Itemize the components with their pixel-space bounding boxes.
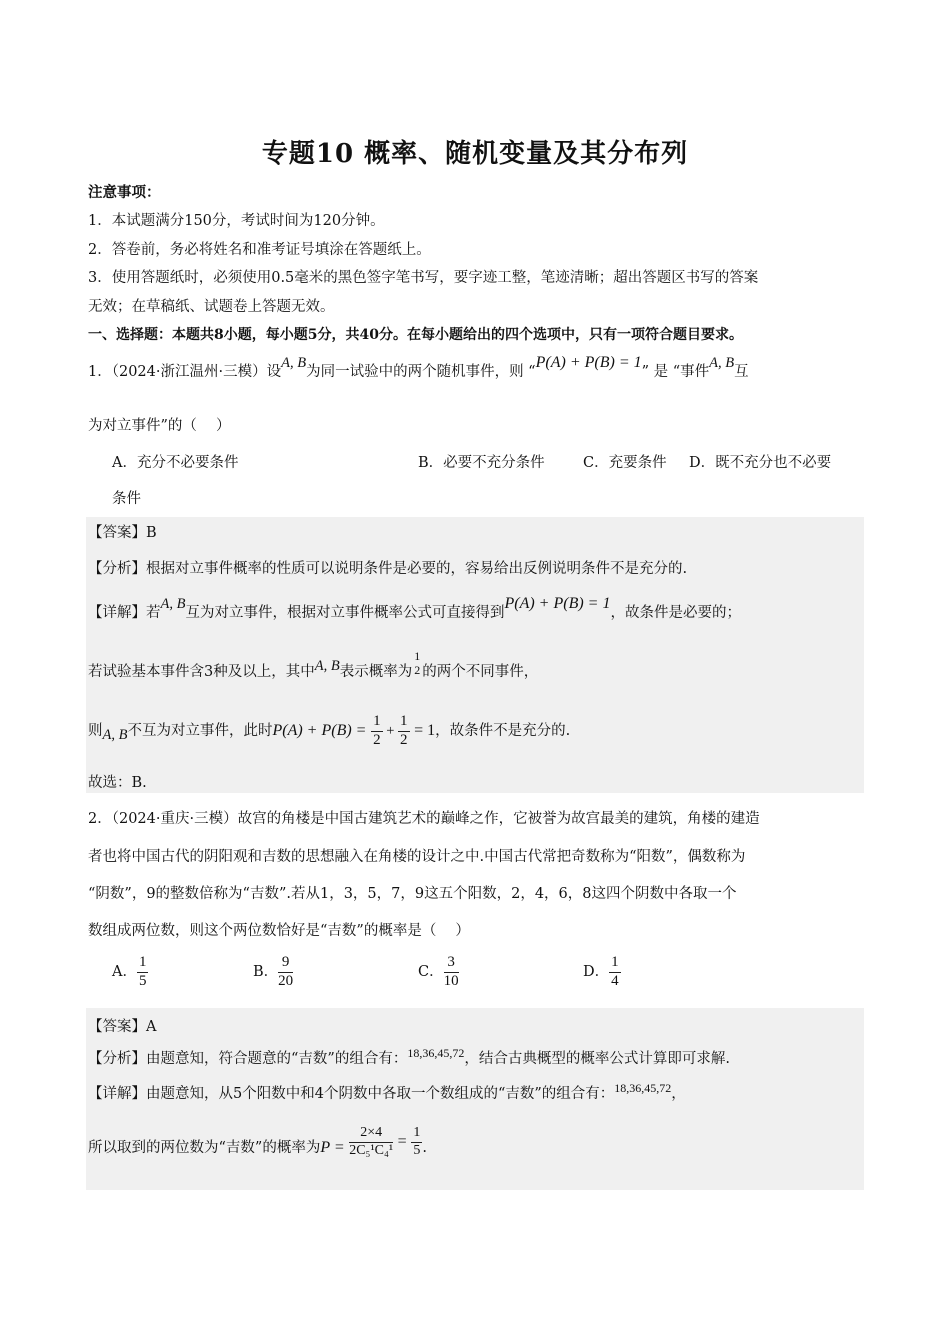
q2-line: 者也将中国古代的阴阳观和吉数的思想融入在角楼的设计之中.中国古代常把奇数称为“阳数”，偶数称为	[88, 849, 746, 865]
q2-line: 数组成两位数，则这个两位数恰好是“吉数”的概率是（ ）	[88, 923, 470, 939]
q2-analysis: 【分析】由题意知，符合题意的“吉数”的组合有：$^{18,36,45,72}$，结合古典概型的概率公式计算即可求解.	[88, 1046, 730, 1067]
q1-line2: 为对立事件”的（ ）	[88, 418, 231, 434]
q1-line1: 1．（2024·浙江温州·三模）设A, B为同一试验中的两个随机事件，则 “P(A) + P(B) = 1” 是 “事件A, B互	[88, 354, 749, 380]
q1-analysis: 【分析】根据对立事件概率的性质可以说明条件是必要的，容易给出反例说明条件不是充分的.	[88, 561, 688, 577]
q2-line: “阴数”，9的整数倍称为“吉数”.若从1，3，5，7，9这五个阳数，2，4，6，8这四个阴数中各取一个	[88, 886, 737, 902]
q1-option-a: A．充分不必要条件	[112, 455, 239, 471]
q2-detail: 【详解】由题意知，从5个阳数中和4个阴数中各取一个数组成的“吉数”的组合有：$^{18,36,45,72}$，	[88, 1081, 686, 1102]
q2-answer: 【答案】A	[88, 1019, 157, 1035]
q1-answer: 【答案】B	[88, 525, 157, 541]
note-item: 无效；在草稿纸、试题卷上答题无效。	[88, 299, 335, 315]
note-item: 2．答卷前，务必将姓名和准考证号填涂在答题纸上。	[88, 242, 431, 258]
q1-option-b: B．必要不充分条件	[418, 455, 545, 471]
q1-detail: 【详解】若A, B互为对立事件，根据对立事件概率公式可直接得到P(A) + P(B) = 1，故条件是必要的；	[88, 595, 741, 621]
notes-heading: 注意事项：	[88, 184, 161, 201]
q1-option-c: C．充要条件	[583, 455, 667, 471]
page-title: 专题10 概率、随机变量及其分布列	[261, 139, 689, 169]
q1-conclusion: 故选：B.	[88, 775, 147, 791]
q1-detail-line3: 则A, B不互为对立事件，此时P(A) + P(B) = $\frac{1}{2}$ + $\frac{1}{2}$ = 1，故条件不是充分的.	[88, 713, 571, 748]
q1-option-d-cont: 条件	[112, 491, 141, 507]
q2-final: 所以取到的两位数为“吉数”的概率为P = $\frac{2\times 4}{\text{2C₅¹C₄¹}}$ = $\frac{1}{5}$ .	[88, 1125, 427, 1158]
q2-option-d: D． $\frac{1}{4}$	[583, 954, 619, 989]
q2-option-b: B． $\frac{9}{20}$	[253, 954, 294, 989]
q1-detail-line2: 若试验基本事件含3种及以上，其中A, B表示概率为 1 2 的两个不同事件，	[88, 649, 539, 680]
q2-option-a: A． $\frac{1}{5}$	[112, 954, 147, 989]
note-item: 3．使用答题纸时，必须使用0.5毫米的黑色签字笔书写，要字迹工整，笔迹清晰；超出答题区书写的答案	[88, 270, 759, 286]
q2-line: 2．（2024·重庆·三模）故宫的角楼是中国古建筑艺术的巅峰之作，它被誉为故宫最美的建筑，角楼的建造	[88, 811, 760, 827]
q1-option-d: D．既不充分也不必要	[689, 455, 832, 471]
section-heading: 一、选择题：本题共8小题，每小题5分，共40分。在每小题给出的四个选项中，只有一项符合题目要求。	[88, 327, 743, 343]
note-item: 1．本试题满分150分，考试时间为120分钟。	[88, 213, 385, 229]
q2-option-c: C． $\frac{3}{10}$	[418, 954, 459, 989]
